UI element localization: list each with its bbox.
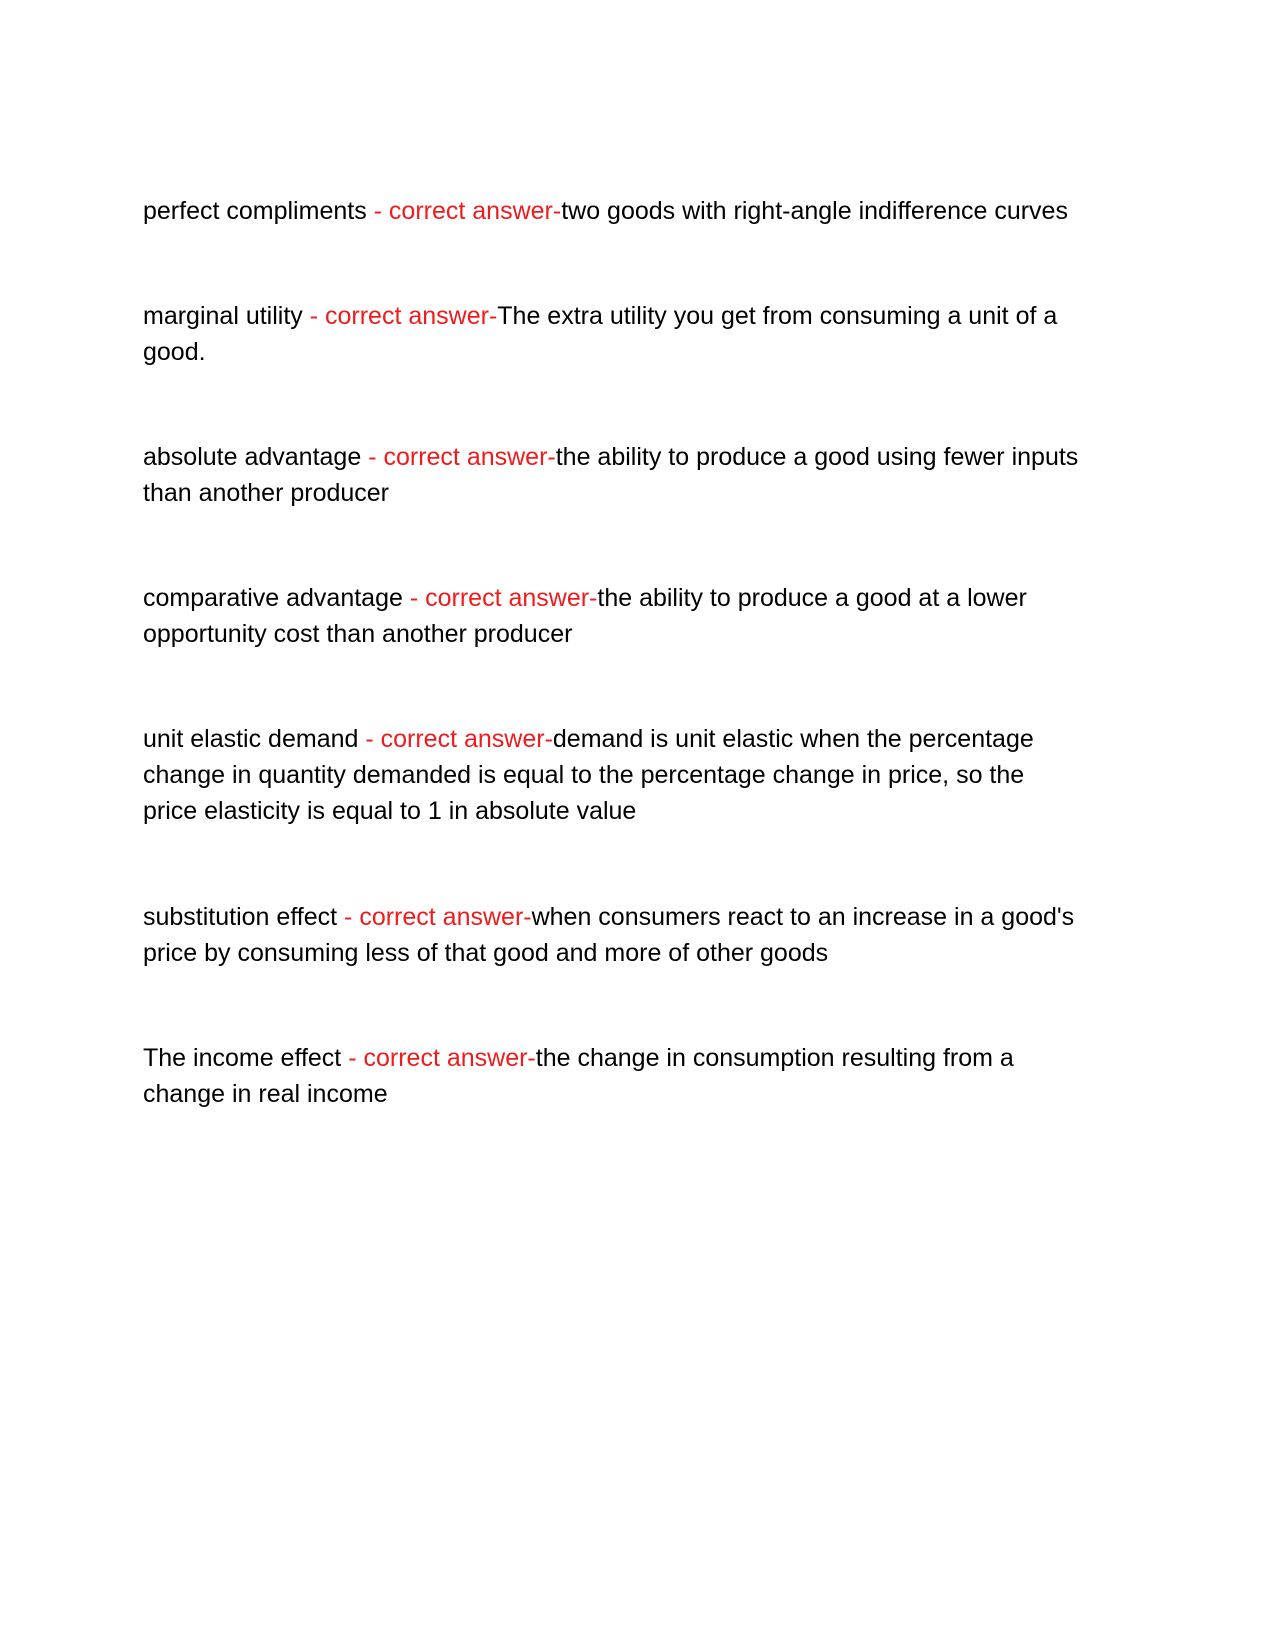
flashcard-entry xyxy=(143,1040,1083,1112)
flashcard-entry xyxy=(143,721,1083,829)
entry-term: absolute advantage xyxy=(143,443,362,471)
entry-term: marginal utility xyxy=(143,302,303,330)
entry-term: perfect compliments xyxy=(143,197,367,225)
entry-term: The income effect xyxy=(143,1044,342,1072)
answer-separator: - correct answer- xyxy=(302,302,498,330)
entry-definition: when consumers react to an increase in a good's price by consuming less of that good and more of other goods xyxy=(143,903,1075,967)
entry-definition: demand is unit elastic when the percentage change in quantity demanded is equal to the percentage change in price, so the price elasticity is equal to 1 in absolute value xyxy=(143,725,1034,825)
entry-definition: the change in consumption resulting from a change in real income xyxy=(143,1044,1014,1108)
entry-definition: the ability to produce a good using fewer inputs than another producer xyxy=(143,443,1079,507)
answer-separator: - correct answer- xyxy=(366,197,562,225)
entry-definition: the ability to produce a good at a lower opportunity cost than another producer xyxy=(143,584,1027,648)
entry-term: unit elastic demand xyxy=(143,725,359,753)
answer-separator: - correct answer- xyxy=(341,1044,536,1072)
flashcard-list xyxy=(143,193,1083,1181)
answer-separator: - correct answer- xyxy=(361,443,556,471)
flashcard-entry xyxy=(143,193,1083,229)
answer-separator: - correct answer- xyxy=(402,584,598,612)
entry-term: comparative advantage xyxy=(143,584,403,612)
entry-definition: two goods with right-angle indifference curves xyxy=(561,197,1068,225)
flashcard-entry xyxy=(143,439,1083,511)
flashcard-entry xyxy=(143,580,1083,652)
answer-separator: - correct answer- xyxy=(337,903,532,931)
flashcard-entry xyxy=(143,899,1083,971)
entry-term: substitution effect xyxy=(143,903,338,931)
answer-separator: - correct answer- xyxy=(358,725,553,753)
flashcard-entry xyxy=(143,298,1083,370)
entry-definition: The extra utility you get from consuming a unit of a good. xyxy=(143,302,1058,366)
